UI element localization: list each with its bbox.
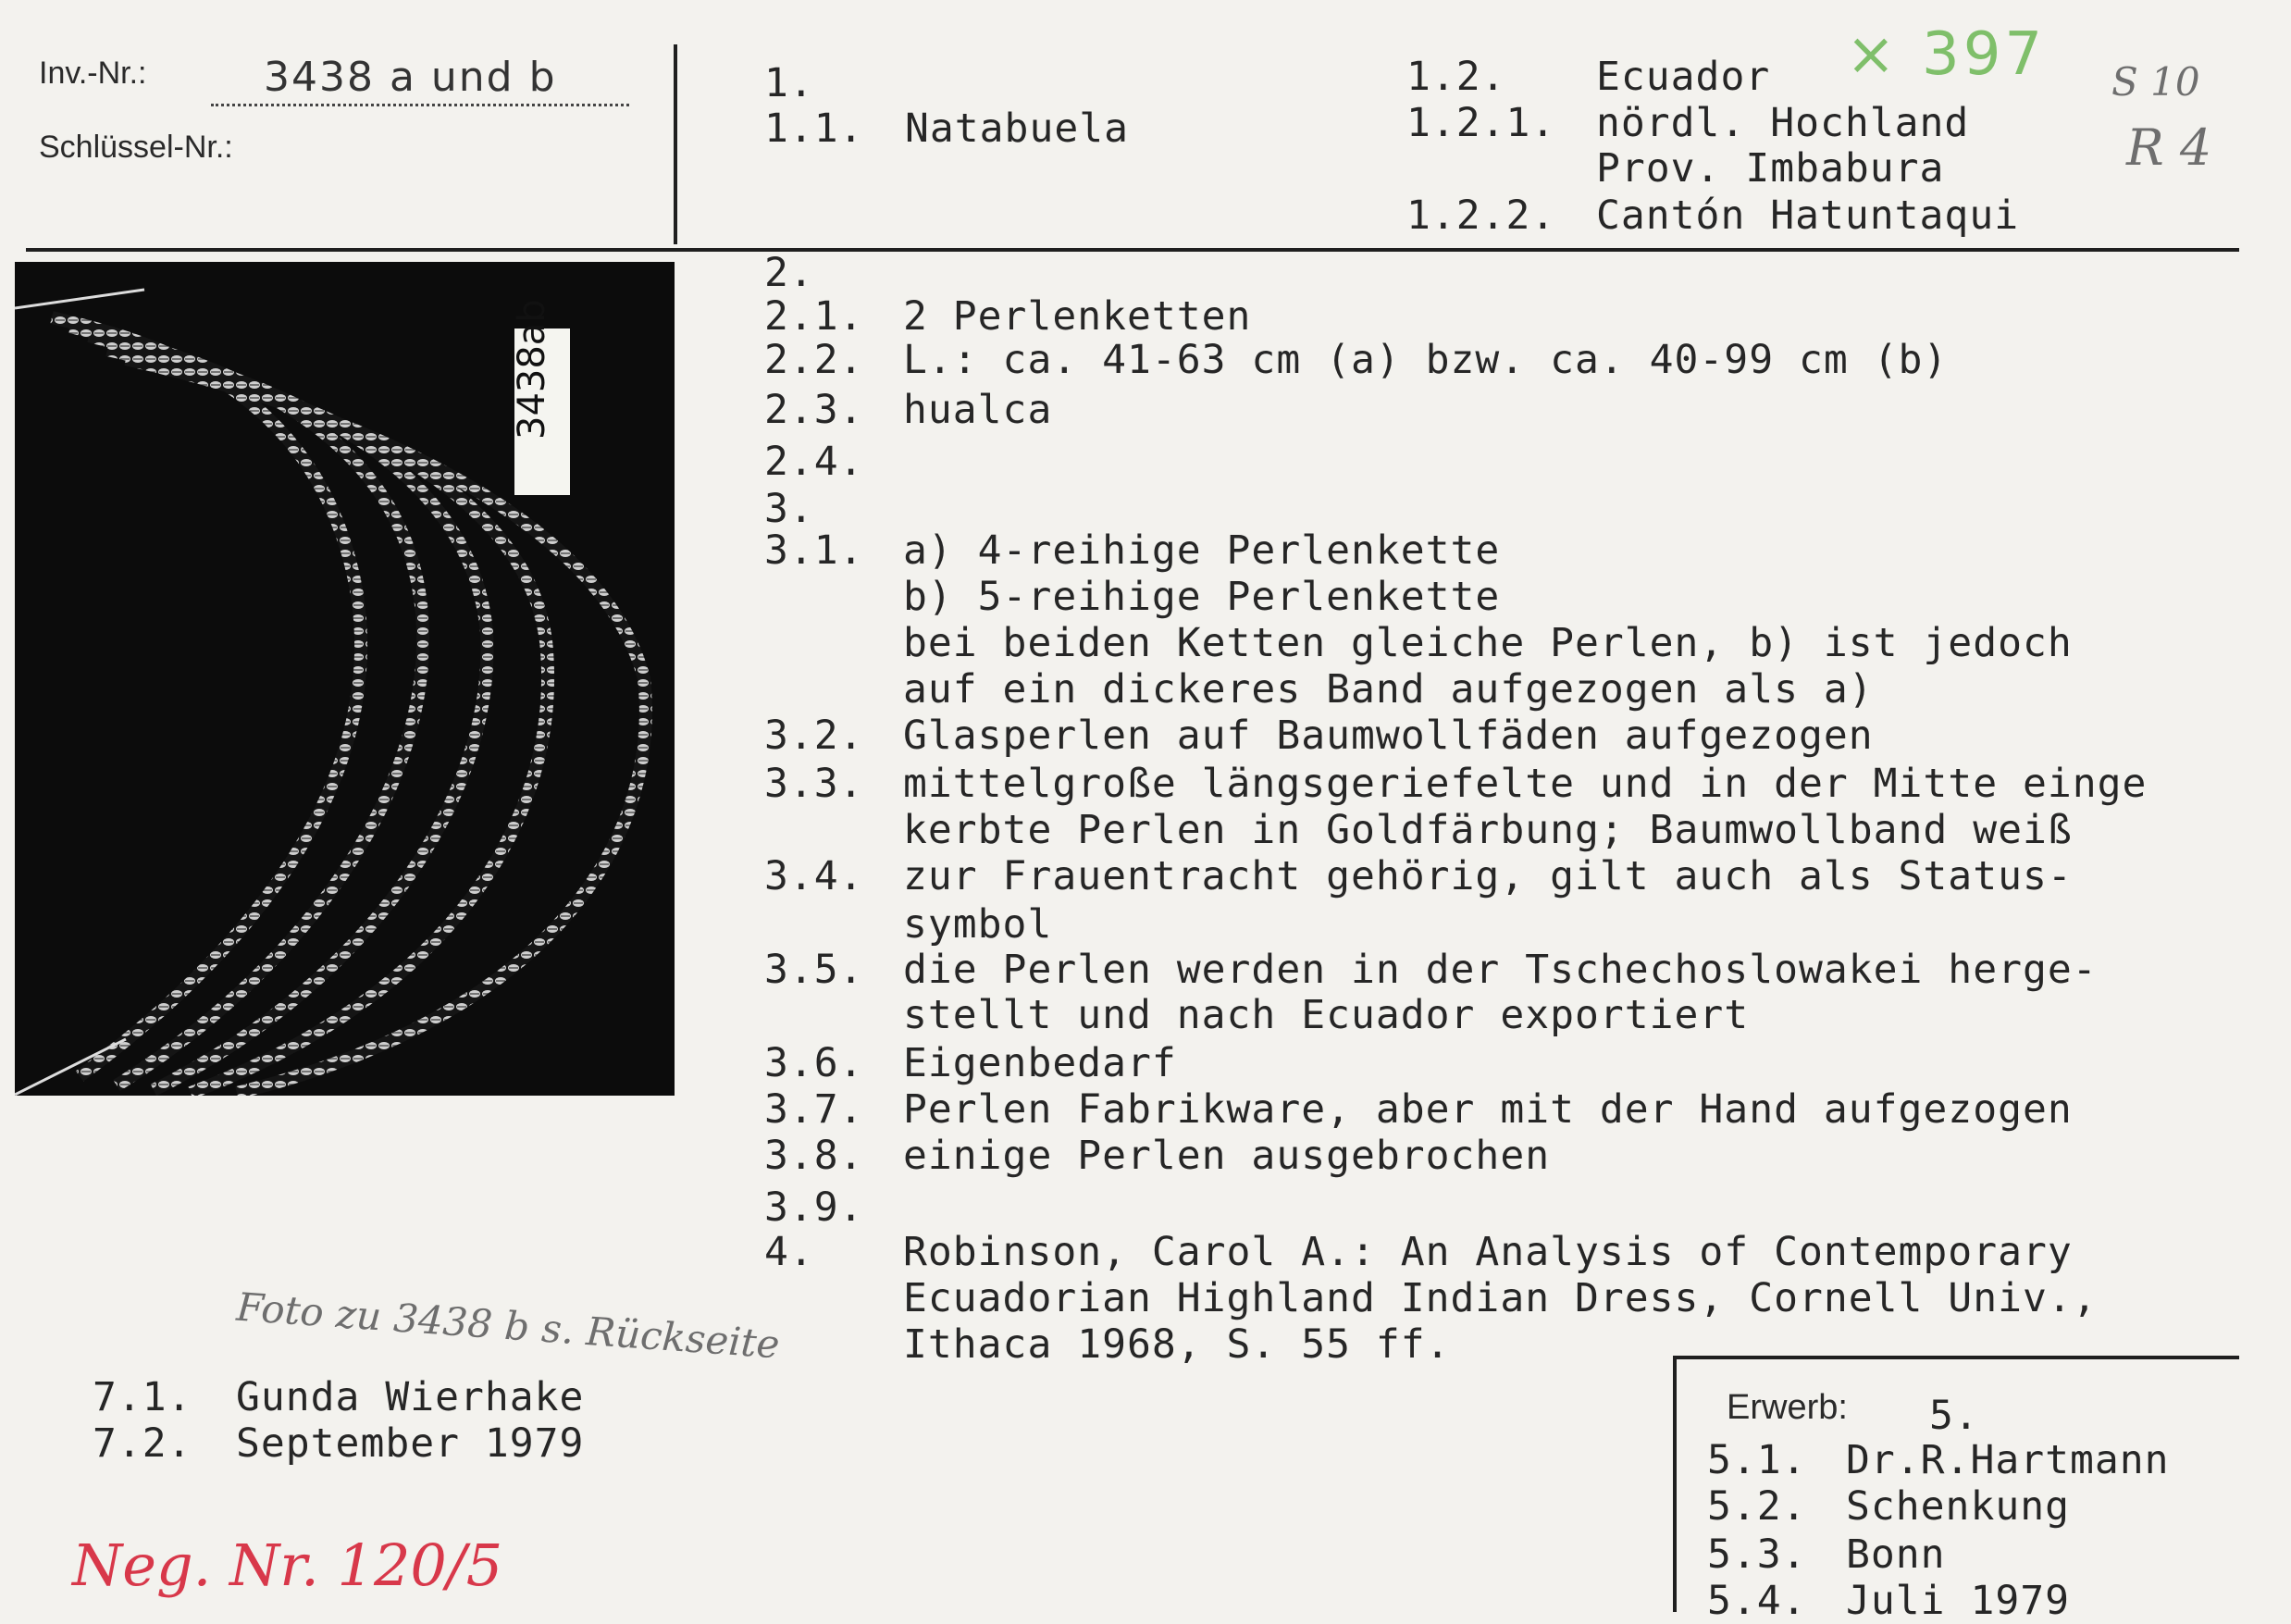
acq-date: Juli 1979 xyxy=(1846,1578,2070,1624)
desc-line: 3.1. a) 4-reihige Perlenkette xyxy=(764,527,1501,574)
class-1-2-2-text: Cantón Hatuntaqui xyxy=(1596,192,2020,239)
class-1-2-text: Ecuador xyxy=(1596,54,1771,100)
desc-line: Ithaca 1968, S. 55 ff. xyxy=(903,1321,1451,1368)
desc-line: 3.6. Eigenbedarf xyxy=(764,1040,1177,1086)
class-1-num: 1. xyxy=(764,60,814,106)
desc-line: 3.5. die Perlen werden in der Tschechoslowakei herge- xyxy=(764,947,2098,993)
author-name: Gunda Wierhake xyxy=(236,1374,585,1420)
class-1-2-1-num: 1.2.1. xyxy=(1406,100,1556,146)
desc-line: bei beiden Ketten gleiche Perlen, b) ist jedoch xyxy=(903,620,2073,666)
class-1-2-2-num: 1.2.2. xyxy=(1406,192,1556,239)
desc-line: 2.4. xyxy=(764,439,864,485)
desc-line: Ecuadorian Highland Indian Dress, Cornell Univ., xyxy=(903,1275,2098,1321)
inv-value: 3438 a und b xyxy=(264,54,557,101)
desc-line: 2.2. L.: ca. 41-63 cm (a) bzw. ca. 40-99 cm (b) xyxy=(764,337,1949,383)
class-1-2-1-text: nördl. Hochland xyxy=(1596,100,1970,146)
desc-line: 3.9. xyxy=(764,1184,864,1231)
desc-line: 4. Robinson, Carol A.: An Analysis of Contemporary xyxy=(764,1229,2073,1275)
key-label: Schlüssel-Nr.: xyxy=(39,130,233,165)
desc-line: 2.3. hualca xyxy=(764,387,1053,433)
necklace-photo xyxy=(15,262,675,1096)
negative-number: Neg. Nr. 120/5 xyxy=(72,1531,503,1599)
desc-line: 3.8. einige Perlen ausgebrochen xyxy=(764,1133,1551,1179)
inv-dotted-line xyxy=(211,104,629,106)
author-date: September 1979 xyxy=(236,1420,585,1467)
author-date-num: 7.2. xyxy=(93,1420,192,1467)
desc-line: kerbte Perlen in Goldfärbung; Baumwollband weiß xyxy=(903,807,2073,853)
desc-line: stellt und nach Ecuador exportiert xyxy=(903,992,1750,1038)
desc-line: 3.7. Perlen Fabrikware, aber mit der Hand aufgezogen xyxy=(764,1086,2073,1133)
desc-line: 2. xyxy=(764,250,814,296)
acquisition-divider-horizontal xyxy=(1673,1356,2239,1359)
acquisition-divider-vertical xyxy=(1673,1356,1677,1612)
class-1-1-text: Natabuela xyxy=(905,105,1129,152)
desc-line: 2.1. 2 Perlenketten xyxy=(764,293,1252,340)
bead-necklace-illustration xyxy=(15,262,675,1096)
header-divider-vertical xyxy=(674,44,677,244)
acq-5-4-num: 5.4. xyxy=(1707,1578,1807,1624)
acq-place: Bonn xyxy=(1846,1531,1946,1578)
class-1-1-num: 1.1. xyxy=(764,105,864,152)
class-1-2-num: 1.2. xyxy=(1406,54,1506,100)
photo-label-text: 3438ab xyxy=(511,299,553,440)
acq-type: Schenkung xyxy=(1846,1483,2070,1530)
acq-5-2-num: 5.2. xyxy=(1707,1483,1807,1530)
acq-5-3-num: 5.3. xyxy=(1707,1531,1807,1578)
desc-line: 3. xyxy=(764,486,814,532)
acquisition-label: Erwerb: xyxy=(1727,1388,1848,1427)
acq-5-1-num: 5.1. xyxy=(1707,1437,1807,1483)
desc-line: auf ein dickeres Band aufgezogen als a) xyxy=(903,666,1874,713)
acq-donor: Dr.R.Hartmann xyxy=(1846,1437,2170,1483)
green-inventory-mark: × 397 xyxy=(1846,20,2047,89)
desc-line: 3.3. mittelgroße längsgeriefelte und in der Mitte einge xyxy=(764,761,2148,807)
photo-reference-note: Foto zu 3438 b s. Rückseite xyxy=(235,1283,782,1368)
author-name-num: 7.1. xyxy=(93,1374,192,1420)
class-1-2-1-text-cont: Prov. Imbabura xyxy=(1596,145,1945,192)
acquisition-section: 5. xyxy=(1929,1393,1979,1439)
desc-line: 3.4. zur Frauentracht gehörig, gilt auch als Status- xyxy=(764,853,2073,899)
desc-line: b) 5-reihige Perlenkette xyxy=(903,574,1501,620)
inv-label: Inv.-Nr.: xyxy=(39,56,147,91)
pencil-note-r: R 4 xyxy=(2126,118,2212,177)
header-divider-horizontal xyxy=(26,248,2239,252)
pencil-note-s: S 10 xyxy=(2111,59,2200,105)
desc-line: symbol xyxy=(903,901,1053,948)
desc-line: 3.2. Glasperlen auf Baumwollfäden aufgezogen xyxy=(764,713,1874,759)
